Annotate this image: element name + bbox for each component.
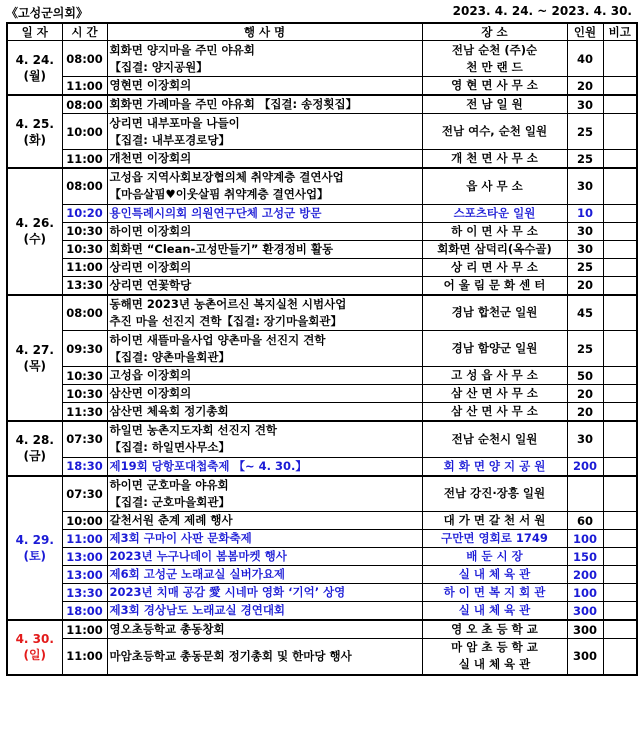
event-row xyxy=(7,258,637,276)
note-cell xyxy=(603,620,637,639)
count-cell: 25 xyxy=(567,114,603,150)
place-line: 대 가 면 갈 천 서 원 xyxy=(443,513,546,527)
event-row xyxy=(7,204,637,222)
weekday-text: (목) xyxy=(23,358,47,373)
event-row xyxy=(7,566,637,584)
place-cell xyxy=(422,566,567,584)
event-row xyxy=(7,367,637,385)
place-cell xyxy=(422,168,567,204)
place-line: 하 이 면 사 무 소 xyxy=(451,223,538,238)
time-cell: 11:00 xyxy=(62,620,107,639)
event-name-line: 2023년 치매 공감 愛 시네마 영화 ‘기억’ 상영 xyxy=(109,585,346,599)
time-cell: 11:00 xyxy=(62,530,107,548)
schedule-table xyxy=(6,22,638,676)
event-row xyxy=(7,548,637,566)
time-cell: 07:30 xyxy=(62,421,107,457)
place-cell xyxy=(422,403,567,422)
count-cell: 20 xyxy=(567,77,603,96)
note-cell xyxy=(603,530,637,548)
time-cell: 08:00 xyxy=(62,95,107,114)
event-name-line: 하이면 군호마을 야유회 xyxy=(109,477,229,492)
time-cell: 10:30 xyxy=(62,240,107,258)
event-name-line: 제6회 고성군 노래교실 실버가요제 xyxy=(109,567,286,581)
note-cell xyxy=(603,77,637,96)
date-text: 4. 24. xyxy=(15,52,54,67)
count-cell: 200 xyxy=(567,457,603,476)
event-name-line: 회화면 “Clean-고성만들기” 환경정비 활동 xyxy=(109,241,334,256)
time-cell: 13:00 xyxy=(62,548,107,566)
place-line: 배 둔 시 장 xyxy=(466,549,523,563)
event-name-line: 【마음살핌♥이웃살핌 취약계층 결연사업】 xyxy=(109,187,329,202)
event-name-cell xyxy=(107,457,422,476)
time-cell: 18:30 xyxy=(62,457,107,476)
note-cell xyxy=(603,584,637,602)
note-cell xyxy=(603,222,637,240)
event-name-cell xyxy=(107,114,422,150)
event-row xyxy=(7,240,637,258)
event-row xyxy=(7,403,637,422)
time-cell: 09:30 xyxy=(62,331,107,367)
place-line: 전남 강진·장흥 일원 xyxy=(443,486,546,501)
event-name-cell xyxy=(107,276,422,295)
event-name-cell xyxy=(107,639,422,675)
event-name-line: 하이면 새뜰마을사업 양촌마을 선진지 견학 xyxy=(109,332,326,347)
place-cell xyxy=(422,584,567,602)
place-line: 삼 산 면 사 무 소 xyxy=(451,404,538,418)
time-cell: 11:00 xyxy=(62,258,107,276)
event-name-line: 마암초등학교 총동문회 정기총회 및 한마당 행사 xyxy=(109,648,352,663)
time-cell: 11:30 xyxy=(62,403,107,422)
weekday-text: (금) xyxy=(23,449,47,464)
count-cell: 20 xyxy=(567,403,603,422)
note-cell xyxy=(603,367,637,385)
time-cell: 10:30 xyxy=(62,222,107,240)
event-name-cell xyxy=(107,331,422,367)
time-cell: 10:30 xyxy=(62,385,107,403)
place-line: 삼 산 면 사 무 소 xyxy=(451,386,538,400)
note-cell xyxy=(603,602,637,621)
place-line: 영 오 초 등 학 교 xyxy=(451,622,538,636)
date-text: 4. 29. xyxy=(15,532,54,547)
place-line: 구만면 영회로 1749 xyxy=(441,531,548,545)
place-cell xyxy=(422,150,567,169)
weekday-text: (토) xyxy=(23,548,47,563)
count-cell: 50 xyxy=(567,367,603,385)
event-name-line: 개천면 이장회의 xyxy=(109,151,192,165)
date-text: 4. 30. xyxy=(15,632,54,647)
date-cell xyxy=(7,295,62,422)
weekday-text: (일) xyxy=(23,648,47,663)
place-line: 회화면 삼덕리(옥수골) xyxy=(437,241,552,256)
place-cell xyxy=(422,95,567,114)
count-cell: 300 xyxy=(567,620,603,639)
place-cell xyxy=(422,240,567,258)
event-row xyxy=(7,457,637,476)
weekday-text: (화) xyxy=(23,132,47,147)
event-row xyxy=(7,114,637,150)
event-name-cell xyxy=(107,548,422,566)
count-cell: 30 xyxy=(567,95,603,114)
place-cell xyxy=(422,512,567,530)
note-cell xyxy=(603,204,637,222)
place-cell xyxy=(422,295,567,331)
place-cell xyxy=(422,204,567,222)
event-name-cell xyxy=(107,240,422,258)
event-row xyxy=(7,602,637,621)
place-line: 경남 함양군 일원 xyxy=(451,341,538,355)
count-cell: 300 xyxy=(567,602,603,621)
report-header xyxy=(6,4,634,20)
note-cell xyxy=(603,331,637,367)
place-cell xyxy=(422,620,567,639)
place-line: 영 현 면 사 무 소 xyxy=(451,78,538,92)
time-cell: 10:00 xyxy=(62,114,107,150)
place-cell xyxy=(422,114,567,150)
time-cell: 07:30 xyxy=(62,476,107,512)
period-range: 2023. 4. 24. ~ 2023. 4. 30. xyxy=(452,4,632,18)
place-cell xyxy=(422,457,567,476)
event-name-line: 용인특례시의회 의원연구단체 고성군 방문 xyxy=(109,205,322,220)
place-cell xyxy=(422,385,567,403)
note-cell xyxy=(603,385,637,403)
col-header-time: 시 간 xyxy=(62,23,107,41)
count-cell: 30 xyxy=(567,168,603,204)
time-cell: 13:00 xyxy=(62,566,107,584)
event-name-line: 추진 마을 선진지 견학【집결: 장기마을회관】 xyxy=(109,313,342,328)
note-cell xyxy=(603,639,637,675)
event-row xyxy=(7,620,637,639)
note-cell xyxy=(603,114,637,150)
count-cell: 20 xyxy=(567,385,603,403)
place-line: 전남 여수, 순천 일원 xyxy=(441,124,548,138)
note-cell xyxy=(603,150,637,169)
event-row xyxy=(7,222,637,240)
event-name-cell xyxy=(107,168,422,204)
count-cell: 30 xyxy=(567,421,603,457)
event-name-line: 상리면 내부포마을 나들이 xyxy=(109,115,240,130)
note-cell xyxy=(603,512,637,530)
event-name-line: 상리면 이장회의 xyxy=(109,259,192,274)
count-cell: 30 xyxy=(567,222,603,240)
note-cell xyxy=(603,295,637,331)
count-cell: 300 xyxy=(567,639,603,675)
note-cell xyxy=(603,476,637,512)
event-row xyxy=(7,276,637,295)
place-line: 상 리 면 사 무 소 xyxy=(451,259,538,274)
time-cell: 11:00 xyxy=(62,150,107,169)
date-cell xyxy=(7,41,62,96)
event-name-cell xyxy=(107,77,422,96)
time-cell: 08:00 xyxy=(62,295,107,331)
place-cell xyxy=(422,367,567,385)
event-name-cell xyxy=(107,403,422,422)
place-cell xyxy=(422,639,567,675)
place-cell xyxy=(422,276,567,295)
event-name-line: 제3회 경상남도 노래교실 경연대회 xyxy=(109,603,286,617)
event-row xyxy=(7,331,637,367)
date-text: 4. 27. xyxy=(15,342,54,357)
place-line: 실 내 체 육 관 xyxy=(458,567,531,581)
event-row xyxy=(7,512,637,530)
event-name-cell xyxy=(107,204,422,222)
count-cell: 60 xyxy=(567,512,603,530)
place-line: 마 암 초 등 학 교 xyxy=(451,640,538,655)
event-name-line: 【집결: 내부포경로당】 xyxy=(109,132,230,147)
event-name-cell xyxy=(107,566,422,584)
event-name-line: 【집결: 하일면사무소】 xyxy=(109,440,230,455)
count-cell: 150 xyxy=(567,548,603,566)
event-name-cell xyxy=(107,295,422,331)
place-line: 천 만 랜 드 xyxy=(466,59,523,74)
place-cell xyxy=(422,77,567,96)
place-line: 회 화 면 양 지 공 원 xyxy=(443,458,546,473)
weekday-text: (수) xyxy=(23,232,47,247)
event-name-line: 【집결: 군호마을회관】 xyxy=(109,494,230,509)
event-name-cell xyxy=(107,530,422,548)
time-cell: 13:30 xyxy=(62,276,107,295)
count-cell: 45 xyxy=(567,295,603,331)
event-name-cell xyxy=(107,421,422,457)
date-cell xyxy=(7,476,62,621)
date-text: 4. 28. xyxy=(15,433,54,448)
event-row xyxy=(7,95,637,114)
event-name-line: 영오초등학교 총동창회 xyxy=(109,622,225,636)
note-cell xyxy=(603,548,637,566)
col-header-note: 비고 xyxy=(603,23,637,41)
col-header-date: 일 자 xyxy=(7,23,62,41)
note-cell xyxy=(603,403,637,422)
count-cell: 100 xyxy=(567,530,603,548)
place-cell xyxy=(422,258,567,276)
event-name-cell xyxy=(107,95,422,114)
event-row xyxy=(7,421,637,457)
date-text: 4. 26. xyxy=(15,216,54,231)
time-cell: 10:30 xyxy=(62,367,107,385)
event-name-cell xyxy=(107,258,422,276)
note-cell xyxy=(603,95,637,114)
col-header-place: 장 소 xyxy=(422,23,567,41)
place-line: 스포츠타운 일원 xyxy=(453,205,536,220)
event-name-line: 2023년 누구나데이 봄봄마켓 행사 xyxy=(109,549,287,563)
event-name-line: 삼산면 체육회 정기총회 xyxy=(109,404,229,418)
place-line: 고 성 읍 사 무 소 xyxy=(451,368,538,382)
place-line: 전남 순천시 일원 xyxy=(451,431,538,446)
place-line: 개 천 면 사 무 소 xyxy=(451,151,538,165)
event-name-cell xyxy=(107,476,422,512)
event-name-cell xyxy=(107,41,422,77)
note-cell xyxy=(603,168,637,204)
count-cell: 25 xyxy=(567,331,603,367)
header-row xyxy=(7,23,637,41)
place-cell xyxy=(422,602,567,621)
event-name-cell xyxy=(107,512,422,530)
event-name-line: 고성읍 지역사회보장협의체 취약계층 결연사업 xyxy=(109,170,344,185)
note-cell xyxy=(603,276,637,295)
org-title: 《고성군의회》 xyxy=(6,6,88,20)
place-line: 전남 순천 (주)순 xyxy=(451,42,538,57)
event-name-cell xyxy=(107,385,422,403)
date-text: 4. 25. xyxy=(15,116,54,131)
weekday-text: (월) xyxy=(23,68,47,83)
event-name-cell xyxy=(107,602,422,621)
time-cell: 10:00 xyxy=(62,512,107,530)
event-name-line: 상리면 연꽃학당 xyxy=(109,277,192,292)
event-name-line: 삼산면 이장회의 xyxy=(109,386,192,400)
place-line: 실 내 체 육 관 xyxy=(458,603,531,617)
event-name-line: 영현면 이장회의 xyxy=(109,78,192,92)
note-cell xyxy=(603,41,637,77)
place-line: 경남 합천군 일원 xyxy=(451,305,538,320)
event-row xyxy=(7,385,637,403)
place-cell xyxy=(422,41,567,77)
count-cell: 25 xyxy=(567,150,603,169)
place-line: 실 내 체 육 관 xyxy=(458,657,531,672)
schedule-body xyxy=(7,41,637,675)
place-line: 읍 사 무 소 xyxy=(466,178,523,193)
event-row xyxy=(7,295,637,331)
event-row xyxy=(7,584,637,602)
time-cell: 11:00 xyxy=(62,77,107,96)
time-cell: 11:00 xyxy=(62,639,107,675)
place-cell xyxy=(422,222,567,240)
event-name-cell xyxy=(107,367,422,385)
event-name-line: 회화면 가례마을 주민 야유회 【집결: 송정횟집】 xyxy=(109,97,358,111)
col-header-count: 인원 xyxy=(567,23,603,41)
place-line: 전 남 일 원 xyxy=(466,97,523,111)
count-cell: 200 xyxy=(567,566,603,584)
time-cell: 13:30 xyxy=(62,584,107,602)
event-name-line: 하이면 이장회의 xyxy=(109,223,192,238)
event-name-line: 회화면 양지마을 주민 야유회 xyxy=(109,42,255,57)
event-row xyxy=(7,168,637,204)
event-row xyxy=(7,530,637,548)
event-name-cell xyxy=(107,620,422,639)
count-cell xyxy=(567,476,603,512)
place-line: 어 울 림 문 화 센 터 xyxy=(443,277,546,292)
count-cell: 30 xyxy=(567,240,603,258)
count-cell: 20 xyxy=(567,276,603,295)
event-row xyxy=(7,41,637,77)
event-row xyxy=(7,77,637,96)
event-row xyxy=(7,150,637,169)
event-row xyxy=(7,476,637,512)
event-name-line: 고성읍 이장회의 xyxy=(109,368,192,382)
place-cell xyxy=(422,476,567,512)
col-header-event: 행 사 명 xyxy=(107,23,422,41)
event-name-line: 제3회 구마이 사판 문화축제 xyxy=(109,531,252,545)
date-cell xyxy=(7,168,62,295)
date-cell xyxy=(7,421,62,476)
time-cell: 08:00 xyxy=(62,168,107,204)
event-name-cell xyxy=(107,222,422,240)
time-cell: 18:00 xyxy=(62,602,107,621)
event-name-line: 하일면 농촌지도자회 선진지 견학 xyxy=(109,423,278,438)
event-row xyxy=(7,639,637,675)
time-cell: 10:20 xyxy=(62,204,107,222)
note-cell xyxy=(603,566,637,584)
count-cell: 40 xyxy=(567,41,603,77)
event-name-line: 【집결: 양촌마을회관】 xyxy=(109,349,230,364)
place-cell xyxy=(422,530,567,548)
note-cell xyxy=(603,258,637,276)
place-cell xyxy=(422,421,567,457)
note-cell xyxy=(603,240,637,258)
place-cell xyxy=(422,331,567,367)
date-cell xyxy=(7,95,62,168)
note-cell xyxy=(603,421,637,457)
count-cell: 25 xyxy=(567,258,603,276)
event-name-cell xyxy=(107,150,422,169)
event-name-line: 제19회 당항포대첩축제 【~ 4. 30.】 xyxy=(109,458,307,473)
event-name-cell xyxy=(107,584,422,602)
place-cell xyxy=(422,548,567,566)
note-cell xyxy=(603,457,637,476)
time-cell: 08:00 xyxy=(62,41,107,77)
event-name-line: 【집결: 양지공원】 xyxy=(109,59,208,74)
date-cell xyxy=(7,620,62,675)
count-cell: 10 xyxy=(567,204,603,222)
place-line: 하 이 면 복 지 회 관 xyxy=(443,585,546,599)
event-name-line: 갈천서원 춘계 제례 행사 xyxy=(109,513,233,527)
event-name-line: 동해면 2023년 농촌어르신 복지실천 시범사업 xyxy=(109,296,347,311)
count-cell: 100 xyxy=(567,584,603,602)
